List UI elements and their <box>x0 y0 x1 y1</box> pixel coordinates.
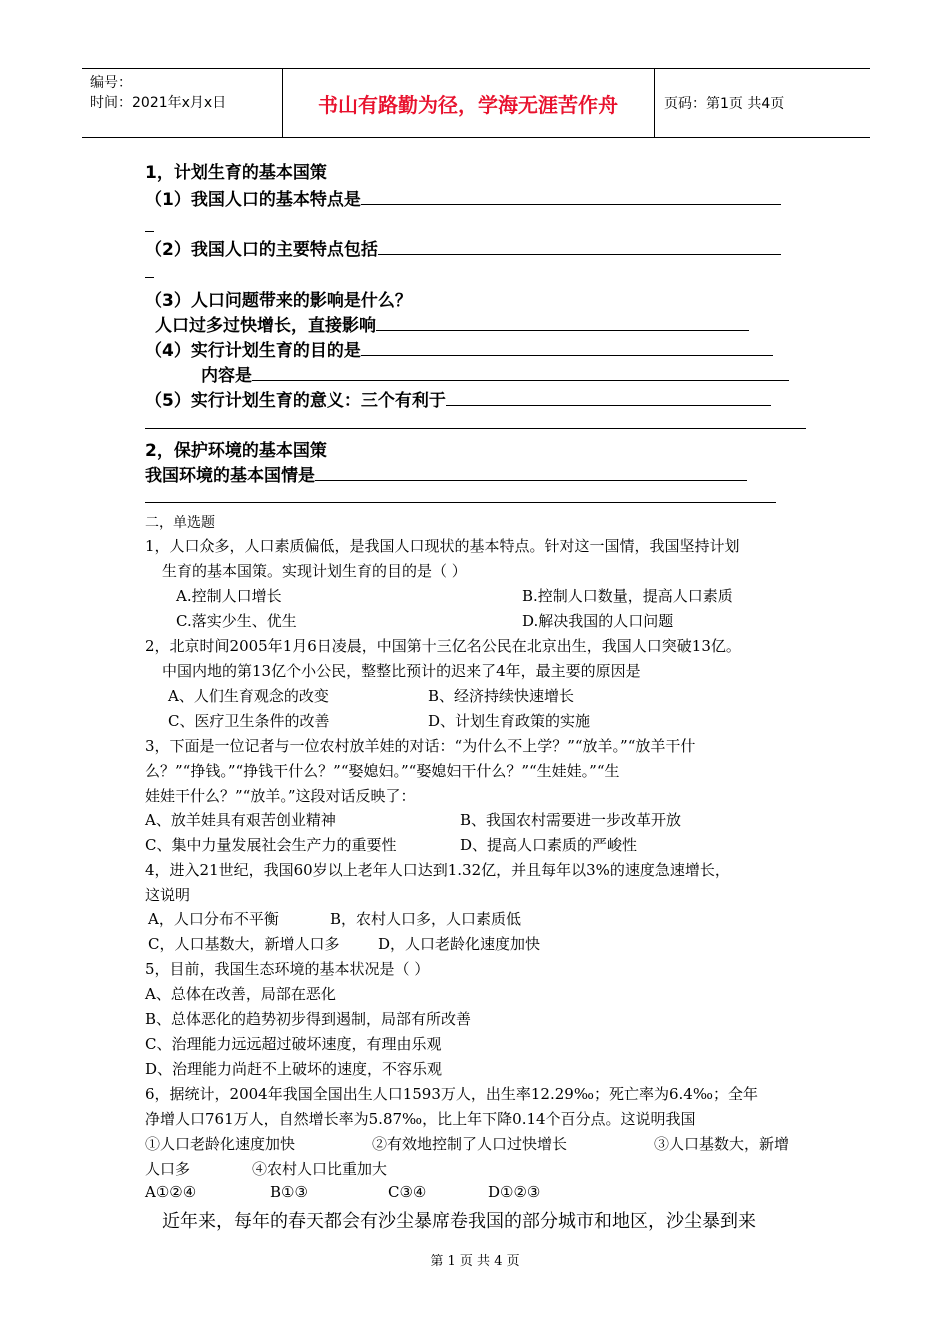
question-3-line2: 么？”“挣钱。”“挣钱干什么？”“娶媳妇。”“娶媳妇干什么？”“生娃娃。”“生 <box>145 762 620 780</box>
option-c: C、医疗卫生条件的改善 <box>168 712 330 730</box>
question-2-line2: 中国内地的第13亿个小公民，整整比预计的迟来了4年，最主要的原因是 <box>162 662 641 680</box>
question-2-line1: 2，北京时间2005年1月6日凌晨，中国第十三亿名公民在北京出生，我国人口突破13亿。 <box>145 637 741 655</box>
question-text: （4）实行计划生育的目的是 <box>145 341 361 361</box>
option-c: C、集中力量发展社会生产力的重要性 <box>145 836 397 854</box>
option-b: B、我国农村需要进一步改革开放 <box>460 811 682 829</box>
answer-line <box>145 502 776 503</box>
statement-2: ②有效地控制了人口过快增长 <box>372 1135 568 1153</box>
option-c: C③④ <box>388 1183 427 1201</box>
option-a: A、人们生育观念的改变 <box>168 687 329 705</box>
option-b: B①③ <box>270 1183 308 1201</box>
answer-blank[interactable] <box>376 312 749 331</box>
statement-4: ④农村人口比重加大 <box>252 1160 388 1178</box>
header-divider <box>654 69 655 137</box>
option-a: A①②④ <box>145 1183 197 1201</box>
answer-blank-continuation <box>145 231 154 232</box>
question-4-line1: 4，进入21世纪，我国60岁以上老年人口达到1.32亿，并且每年以3%的速度急速增长， <box>145 861 730 879</box>
option-c: C、治理能力远远超过破坏速度，有理由乐观 <box>145 1035 442 1053</box>
fill-question-3: （3）人口问题带来的影响是什么？ <box>145 291 412 311</box>
question-text: （2）我国人口的主要特点包括 <box>145 240 378 260</box>
section2-title: 2，保护环境的基本国策 <box>145 441 327 461</box>
question-3-line3: 娃娃干什么？”“放羊。”这段对话反映了： <box>145 787 416 805</box>
header-page-info: 页码：第1页 共4页 <box>664 96 785 112</box>
option-d: D.解决我国的人口问题 <box>522 612 674 630</box>
option-b: B.控制人口数量，提高人口素质 <box>522 587 733 605</box>
answer-blank[interactable] <box>361 337 773 356</box>
option-c: C.落实少生、优生 <box>176 612 297 630</box>
option-d: D、计划生育政策的实施 <box>428 712 591 730</box>
option-a: A，人口分布不平衡 <box>148 910 279 928</box>
fill-question-4-sub <box>201 361 789 386</box>
answer-blank-continuation <box>145 277 154 278</box>
fill-question-env <box>145 461 747 486</box>
question-6-line1: 6，据统计，2004年我国全国出生人口1593万人，出生率12.29‰；死亡率为6.4‰；全年 <box>145 1085 758 1103</box>
fill-question-3-sub <box>155 311 749 336</box>
page-header <box>82 68 870 138</box>
statement-1: ①人口老龄化速度加快 <box>145 1135 296 1153</box>
question-5-line1: 5，目前，我国生态环境的基本状况是（ ） <box>145 960 430 978</box>
answer-blank[interactable] <box>315 462 747 481</box>
answer-blank[interactable] <box>446 387 771 406</box>
date-label: 时间：2021年x月x日 <box>90 95 227 111</box>
option-c: C，人口基数大，新增人口多 <box>148 935 340 953</box>
option-d: D、治理能力尚赶不上破坏的速度，不容乐观 <box>145 1060 443 1078</box>
header-left <box>90 73 226 113</box>
fill-question-4 <box>145 336 773 361</box>
option-b: B，农村人口多，人口素质低 <box>330 910 522 928</box>
section-heading: 二，单选题 <box>145 515 215 531</box>
paragraph-text: 近年来，每年的春天都会有沙尘暴席卷我国的部分城市和地区，沙尘暴到来 <box>162 1211 756 1232</box>
question-6-line2: 净增人口761万人，自然增长率为5.87‰，比上年下降0.14个百分点。这说明我国 <box>145 1110 696 1128</box>
option-d: D，人口老龄化速度加快 <box>378 935 541 953</box>
statement-3: ③人口基数大，新增 <box>654 1135 790 1153</box>
option-b: B、经济持续快速增长 <box>428 687 575 705</box>
option-d: D①②③ <box>488 1183 541 1201</box>
serial-label: 编号： <box>90 75 132 91</box>
fill-question-1 <box>145 185 781 210</box>
fill-question-5 <box>145 386 771 411</box>
answer-blank[interactable] <box>361 186 781 205</box>
question-1-line2: 生育的基本国策。实现计划生育的目的是（ ） <box>162 562 467 580</box>
question-1-line1: 1，人口众多，人口素质偏低，是我国人口现状的基本特点。针对这一国情，我国坚持计划 <box>145 537 740 555</box>
question-text: 我国环境的基本国情是 <box>145 466 315 486</box>
section1-title: 1，计划生育的基本国策 <box>145 163 327 183</box>
question-3-line1: 3，下面是一位记者与一位农村放羊娃的对话：“为什么不上学？”“放羊。”“放羊干什 <box>145 737 696 755</box>
answer-line <box>145 428 806 429</box>
question-text: 内容是 <box>201 366 252 386</box>
question-text: （5）实行计划生育的意义：三个有利于 <box>145 391 446 411</box>
option-a: A、总体在改善，局部在恶化 <box>145 985 336 1003</box>
option-a: A.控制人口增长 <box>176 587 282 605</box>
question-text: （1）我国人口的基本特点是 <box>145 190 361 210</box>
fill-question-2 <box>145 235 781 260</box>
option-b: B、总体恶化的趋势初步得到遏制，局部有所改善 <box>145 1010 472 1028</box>
question-4-line2: 这说明 <box>145 886 191 904</box>
statement-3-cont: 人口多 <box>145 1160 191 1178</box>
option-a: A、放羊娃具有艰苦创业精神 <box>145 811 336 829</box>
page-footer: 第 1 页 共 4 页 <box>430 1254 520 1269</box>
header-motto: 书山有路勤为径，学海无涯苦作舟 <box>318 92 618 117</box>
option-d: D、提高人口素质的严峻性 <box>460 836 638 854</box>
answer-blank[interactable] <box>252 362 789 381</box>
answer-blank[interactable] <box>378 236 781 255</box>
question-text: 人口过多过快增长，直接影响 <box>155 316 376 336</box>
